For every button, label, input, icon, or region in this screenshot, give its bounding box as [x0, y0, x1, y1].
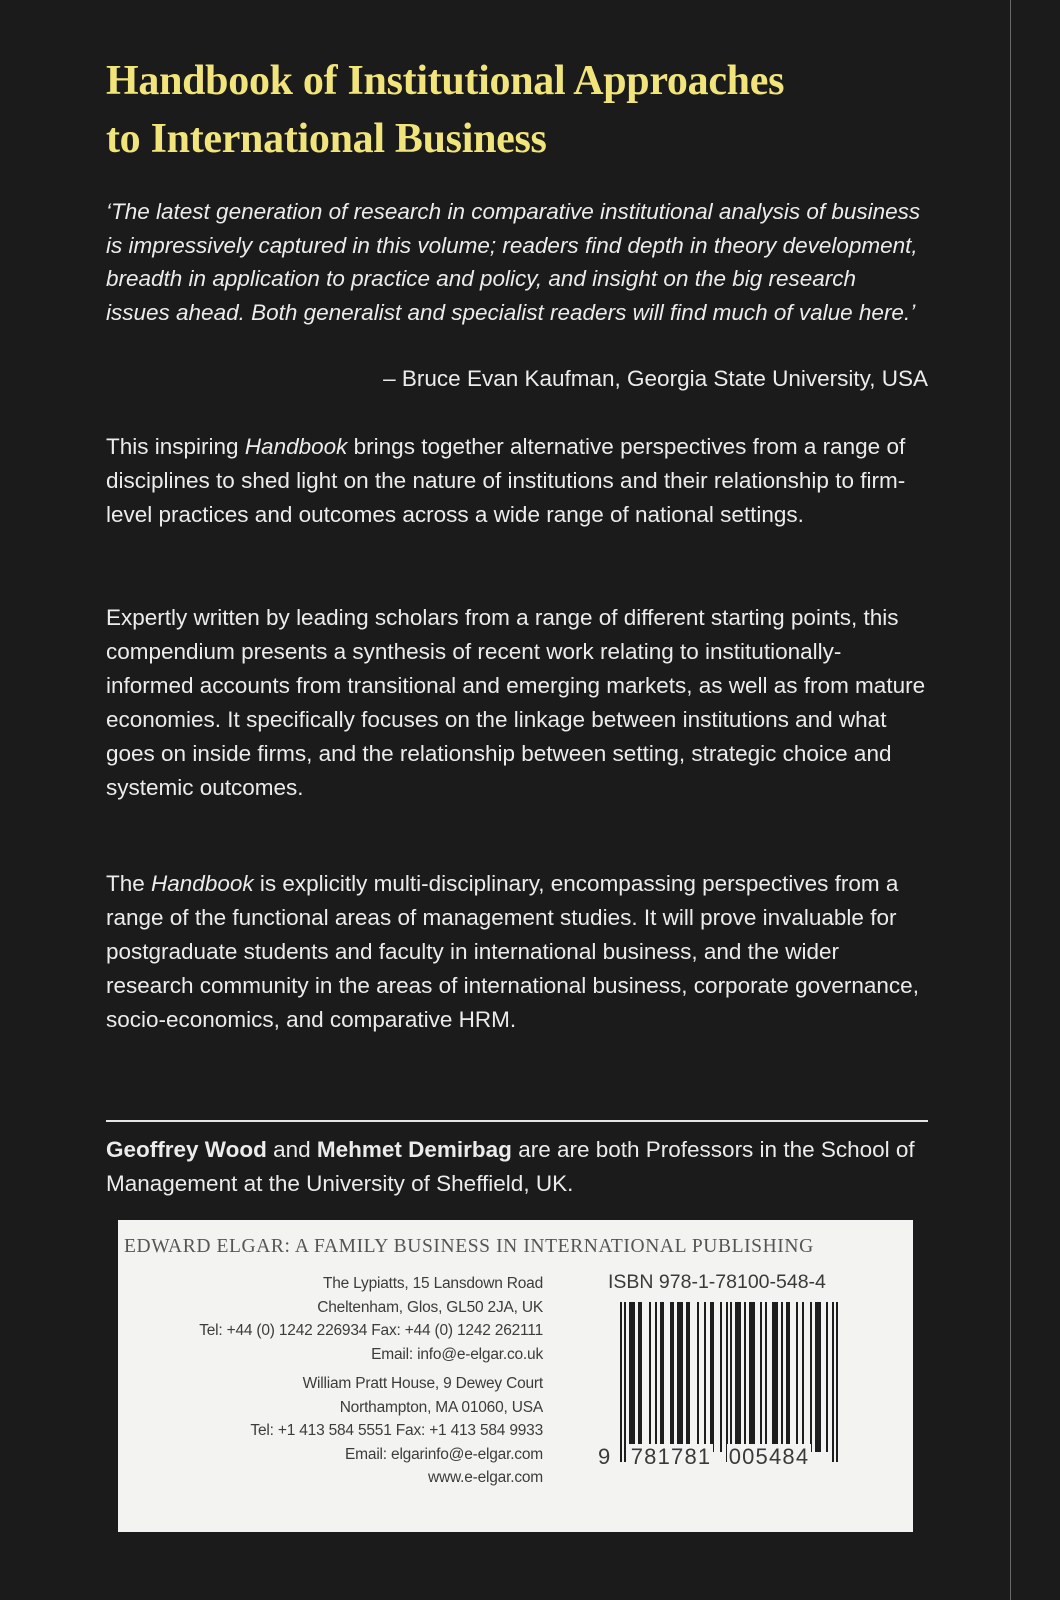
italic-handbook: Handbook	[151, 871, 254, 896]
us-tel-fax: Tel: +1 413 584 5551 Fax: +1 413 584 9933	[250, 1422, 543, 1439]
us-address-line-1: William Pratt House, 9 Dewey Court	[302, 1375, 543, 1392]
author-bio	[106, 1133, 926, 1201]
description-paragraph-1	[106, 430, 926, 532]
barcode-digit-first: 9	[598, 1444, 612, 1469]
title-line-1: Handbook of Institutional Approaches	[106, 58, 785, 104]
endorsement-attribution: – Bruce Evan Kaufman, Georgia State University, USA	[383, 366, 928, 391]
website: www.e-elgar.com	[427, 1469, 543, 1486]
spine-fold-line	[1010, 0, 1011, 1600]
italic-handbook: Handbook	[244, 434, 348, 459]
text: The	[106, 871, 152, 896]
publisher-box	[118, 1220, 913, 1532]
uk-address-line-2: Cheltenham, Glos, GL50 2JA, UK	[317, 1298, 543, 1316]
text: is explicitly multi-disciplinary, encompassing perspectives from a range of the functional areas of management studies. It will prove invaluable for postgraduate students and faculty in international business, and the wider research community in the areas of international business, corporate governance, socio-economics, and comparative HRM.	[106, 871, 919, 1032]
barcode-digits-right: 005484	[728, 1444, 810, 1469]
publisher-header: EDWARD ELGAR: A FAMILY BUSINESS IN INTERNATIONAL PUBLISHING	[124, 1236, 814, 1257]
uk-address	[123, 1272, 543, 1366]
barcode-digits-left: 781781	[630, 1444, 712, 1469]
uk-address-line-1: The Lypiatts, 15 Lansdown Road	[322, 1275, 543, 1292]
us-address	[123, 1372, 543, 1466]
us-address-line-2: Northampton, MA 01060, USA	[339, 1398, 543, 1416]
divider-rule	[106, 1120, 928, 1122]
description-paragraph-3	[106, 867, 926, 1037]
uk-email: Email: info@e-elgar.co.uk	[371, 1345, 543, 1363]
author-name-2: Mehmet Demirbag	[316, 1137, 512, 1162]
text: are are both Professors in the School of Management at the University of Sheffield, UK.	[106, 1137, 915, 1196]
barcode-icon	[620, 1302, 840, 1462]
us-email: Email: elgarinfo@e-elgar.com	[345, 1445, 543, 1463]
book-title	[106, 52, 926, 168]
barcode-digits	[596, 1444, 846, 1470]
author-name-1: Geoffrey Wood	[106, 1137, 267, 1162]
isbn-label: ISBN 978-1-78100-548-4	[608, 1271, 826, 1293]
description-paragraph-2: Expertly written by leading scholars from a range of different starting points, this compendium presents a synthesis of recent work relating to institutionally-informed accounts from transitional and emerging markets, as well as from mature economies. It specifically focuses on the linkage between institutions and what goes on inside firms, and the relationship between setting, strategic choice and systemic outcomes.	[106, 605, 926, 800]
title-line-2: to International Business	[106, 116, 547, 162]
uk-tel-fax: Tel: +44 (0) 1242 226934 Fax: +44 (0) 1242 262111	[199, 1322, 543, 1339]
text: brings together alternative perspectives from a range of disciplines to shed light on the nature of institutions and their relationship to firm-level practices and outcomes across a wide range of national settings.	[106, 434, 906, 527]
endorsement-quote: ‘The latest generation of research in comparative institutional analysis of business is impressively captured in this volume; readers find depth in theory development, breadth in application to practice and policy, and insight on the big research issues ahead. Both generalist and specialist readers will find much of value here.’	[106, 199, 921, 325]
text: This inspiring	[106, 434, 245, 459]
text: and	[266, 1137, 317, 1162]
